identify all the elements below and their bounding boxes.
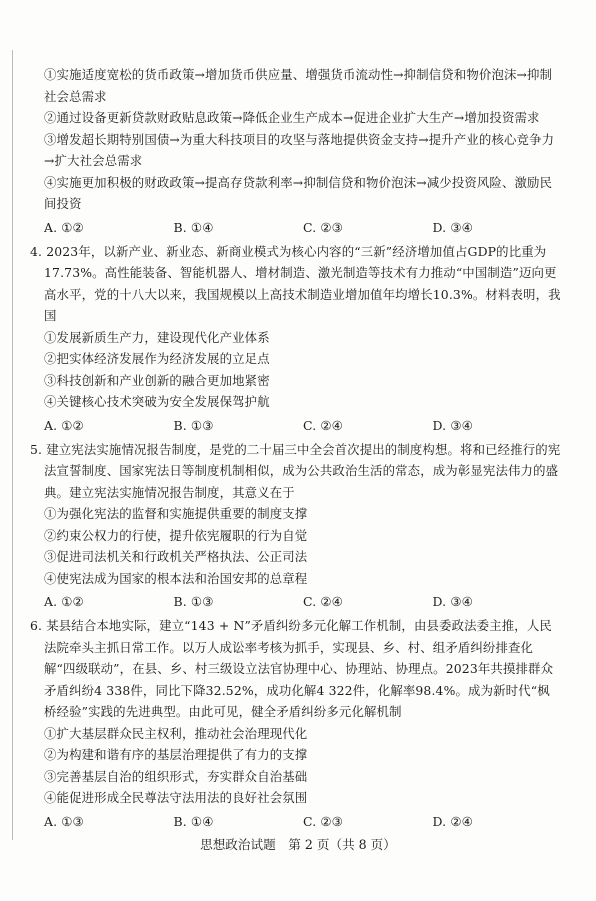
q5-choices bbox=[44, 589, 562, 615]
question-5-stem: 5. 建立宪法实施情况报告制度，是党的二十届三中全会首次提出的制度构想。将和已经推行的宪法宣誓制度、国家宪法日等制度机制相似，成为公共政治生活的常态，成为彰显宪法伟力的盛典。建立宪法实施情况报告制度，其意义在于 bbox=[30, 441, 561, 500]
q6-choice-a: A. ①③ bbox=[44, 813, 84, 829]
q4-option-3: ③科技创新和产业创新的融合更加地紧密 bbox=[44, 372, 270, 388]
q5-choice-c: C. ②④ bbox=[303, 594, 343, 610]
q5-choice-a: A. ①② bbox=[44, 594, 84, 610]
q6-choice-b: B. ①④ bbox=[173, 813, 214, 829]
q3-choice-a: A. ①② bbox=[44, 219, 84, 235]
q3-option-4: ④实施更加积极的财政政策→提高存贷款利率→抑制信贷和物价泡沫→减少投资风险、激励民间投资 bbox=[44, 174, 553, 211]
q4-choice-c: C. ②④ bbox=[303, 417, 343, 433]
q4-option-2: ②把实体经济发展作为经济发展的立足点 bbox=[44, 351, 270, 366]
q5-option-2: ②约束公权力的行使，提升依宪履职的行为自觉 bbox=[44, 527, 308, 543]
q4-choice-a: A. ①② bbox=[44, 417, 84, 433]
q5-option-1: ①为强化宪法的监督和实施提供重要的制度支撑 bbox=[44, 506, 308, 521]
q4-choices bbox=[44, 413, 562, 439]
q6-choice-c: C. ②③ bbox=[303, 813, 343, 829]
q4-choice-b: B. ①③ bbox=[173, 417, 214, 433]
q3-choice-b: B. ①④ bbox=[173, 219, 214, 235]
q5-option-3: ③促进司法机关和行政机关严格执法、公正司法 bbox=[44, 549, 308, 564]
q3-option-3: ③增发超长期特别国债→为重大科技项目的攻坚与落地提供资金支持→提升产业的核心竞争力→扩大社会总需求 bbox=[44, 131, 555, 168]
q5-choice-d: D. ③④ bbox=[432, 594, 473, 610]
q3-choice-c: C. ②③ bbox=[303, 219, 343, 235]
question-3-options bbox=[30, 64, 562, 215]
q3-choice-d: D. ③④ bbox=[432, 219, 473, 235]
q5-choice-b: B. ①③ bbox=[173, 594, 214, 610]
q3-option-1: ①实施适度宽松的货币政策→增加货币供应量、增强货币流动性→抑制信贷和物价泡沫→抑制社会总需求 bbox=[44, 67, 553, 104]
q4-option-4: ④关键核心技术突破为安全发展保驾护航 bbox=[44, 394, 270, 409]
q3-option-2: ②通过设备更新贷款财政贴息政策→降低企业生产成本→促进企业扩大生产→增加投资需求 bbox=[44, 110, 540, 125]
q3-choices bbox=[44, 215, 562, 241]
question-6-stem: 6. 某县结合本地实际，建立“143 + N”矛盾纠纷多元化解工作机制，由县委政法委主推，人民法院牵头主抓日常工作。以万人成讼率考核为抓手，实现县、乡、村、组矛盾纠纷排查化解“四级联动”，在县、乡、村三级设立法官协理中心、协理站、协理点。2023年共摸排群众矛盾纠纷4 338件，同比下降32.52%，成功化解4 322件，化解率98.4%。成为新时代“枫桥经验”实践的先进典型。由此可见，健全矛盾纠纷多元化解机制 bbox=[30, 618, 554, 719]
q6-option-3: ③完善基层自治的组织形式，夯实群众自治基础 bbox=[44, 768, 308, 784]
q6-choices bbox=[44, 809, 562, 835]
q4-option-1: ①发展新质生产力，建设现代化产业体系 bbox=[44, 329, 270, 345]
page-footer: 思想政治试题 第 2 页（共 8 页） bbox=[200, 837, 396, 852]
exam-page bbox=[30, 64, 562, 835]
q6-choice-d: D. ②④ bbox=[432, 813, 473, 829]
q6-option-1: ①扩大基层群众民主权利，推动社会治理现代化 bbox=[44, 725, 308, 741]
left-margin-rule bbox=[12, 50, 13, 840]
q6-option-2: ②为构建和谐有序的基层治理提供了有力的支撑 bbox=[44, 747, 308, 762]
q6-option-4: ④能促进形成全民尊法守法用法的良好社会氛围 bbox=[44, 790, 308, 805]
q4-choice-d: D. ③④ bbox=[432, 417, 473, 433]
q5-option-4: ④使宪法成为国家的根本法和治国安邦的总章程 bbox=[44, 570, 308, 586]
question-4-stem: 4. 2023年，以新产业、新业态、新商业模式为核心内容的“三新”经济增加值占GDP的比重为17.73%。高性能装备、智能机器人、增材制造、激光制造等技术有力推动“中国制造”迈向更高水平，党的十八大以来，我国规模以上高技术制造业增加值年均增长10.3%。材料表明，我国 bbox=[30, 243, 561, 323]
